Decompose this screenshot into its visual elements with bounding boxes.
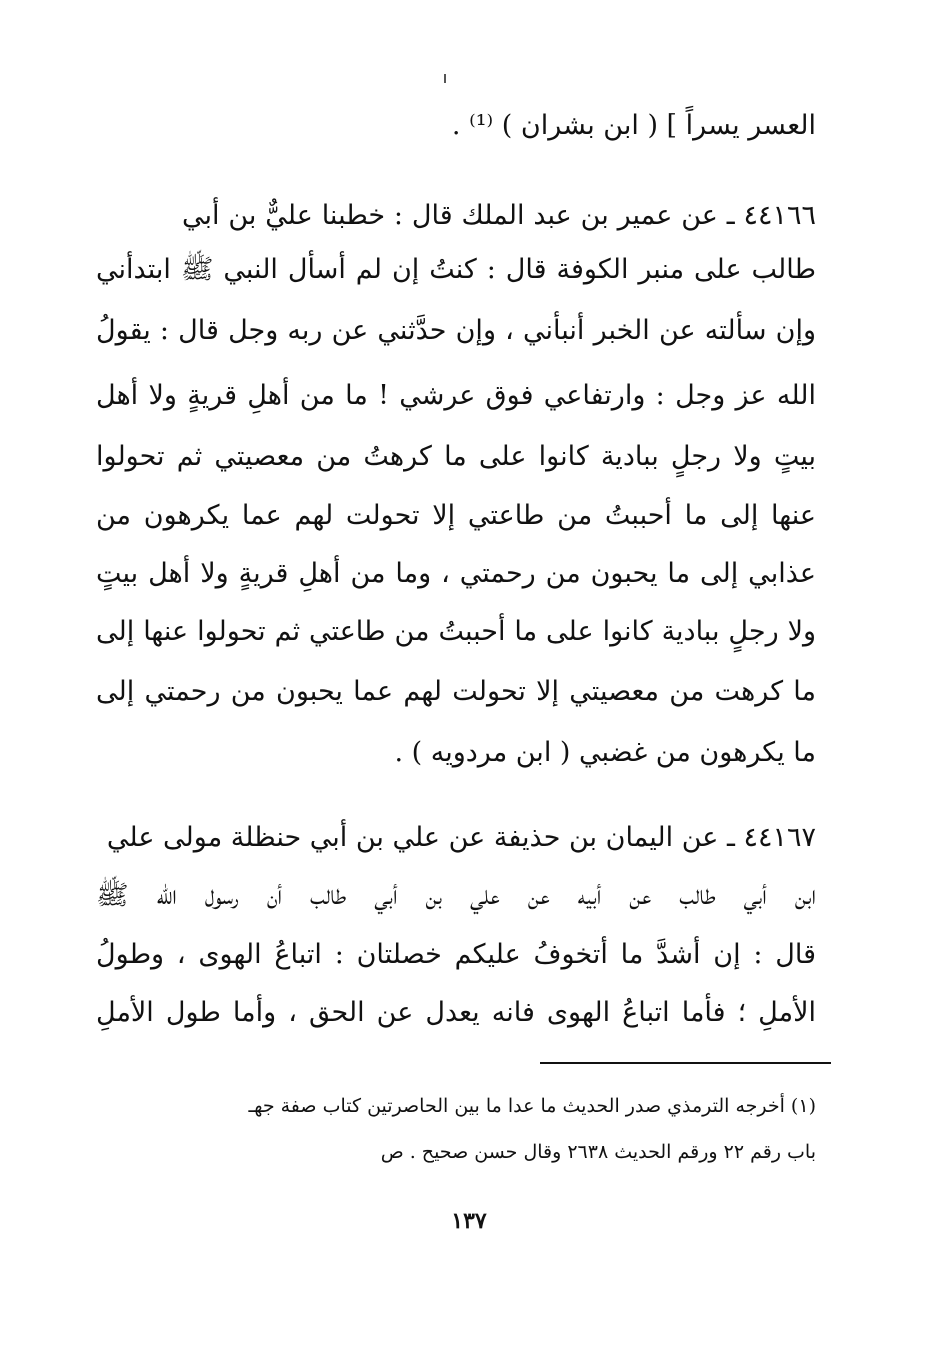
footnote-line-1: (١) أخرجه الترمذي صدر الحديث ما عدا ما بين الحاصرتين كتاب صفة جهـ <box>248 1095 816 1117</box>
text-line-1: العسر يسراً ] ( ابن بشران ) ⁽¹⁾ . <box>451 110 816 141</box>
footnote-line-2: باب رقم ٢٢ ورقم الحديث ٢٦٣٨ وقال حسن صحيح . ص <box>380 1141 816 1163</box>
hadith-44166-line-2: طالب على منبر الكوفة قال : كنتُ إن لم أسأل النبي ﷺ ابتدأني <box>96 254 816 285</box>
hadith-44166-line-3: وإن سألته عن الخبر أنبأني ، وإن حدَّثني عن ربه وجل قال : يقولُ <box>96 315 816 346</box>
page-number: ١٣٧ <box>451 1208 487 1234</box>
hadith-44166-line-6: عنها إلى ما أحببتُ من طاعتي إلا تحولت لهم عما يكرهون من <box>96 500 816 531</box>
hadith-44167-line-2: ابن أبي طالب عن أبيه عن علي بن أبي طالب أن رسول الله ﷺ <box>96 880 816 911</box>
hadith-44166-line-7: عذابي إلى ما يحبون من رحمتي ، وما من أهلِ قريةٍ ولا أهل بيتٍ <box>96 558 816 589</box>
hadith-44166-line-10: ما يكرهون من غضبي ( ابن مردويه ) . <box>394 737 816 768</box>
hadith-44166-line-1: ٤٤١٦٦ ـ عن عمير بن عبد الملك قال : خطبنا عليٌّ بن أبي <box>182 200 816 231</box>
hadith-44167-line-1: ٤٤١٦٧ ـ عن اليمان بن حذيفة عن علي بن أبي حنظلة مولى علي <box>106 822 816 853</box>
hadith-44166-line-5: بيتٍ ولا رجلٍ ببادية كانوا على ما كرهتُ من معصيتي ثم تحولوا <box>96 441 816 472</box>
hadith-44167-line-3: قال : إن أشدَّ ما أتخوفُ عليكم خصلتان : اتباعُ الهوى ، وطولُ <box>96 939 816 970</box>
hadith-44166-line-9: ما كرهت من معصيتي إلا تحولت لهم عما يحبون من رحمتي إلى <box>96 676 816 707</box>
hadith-44166-line-4: الله عز وجل : وارتفاعي فوق عرشي ! ما من أهلِ قريةٍ ولا أهل <box>96 380 816 411</box>
hadith-44166-line-8: ولا رجلٍ ببادية كانوا على ما أحببتُ من طاعتي ثم تحولوا عنها إلى <box>96 616 816 647</box>
print-speck <box>444 74 446 83</box>
footnote-divider <box>540 1062 831 1064</box>
hadith-44167-line-4: الأملِ ؛ فأما اتباعُ الهوى فانه يعدل عن الحق ، وأما طول الأملِ <box>96 997 816 1028</box>
